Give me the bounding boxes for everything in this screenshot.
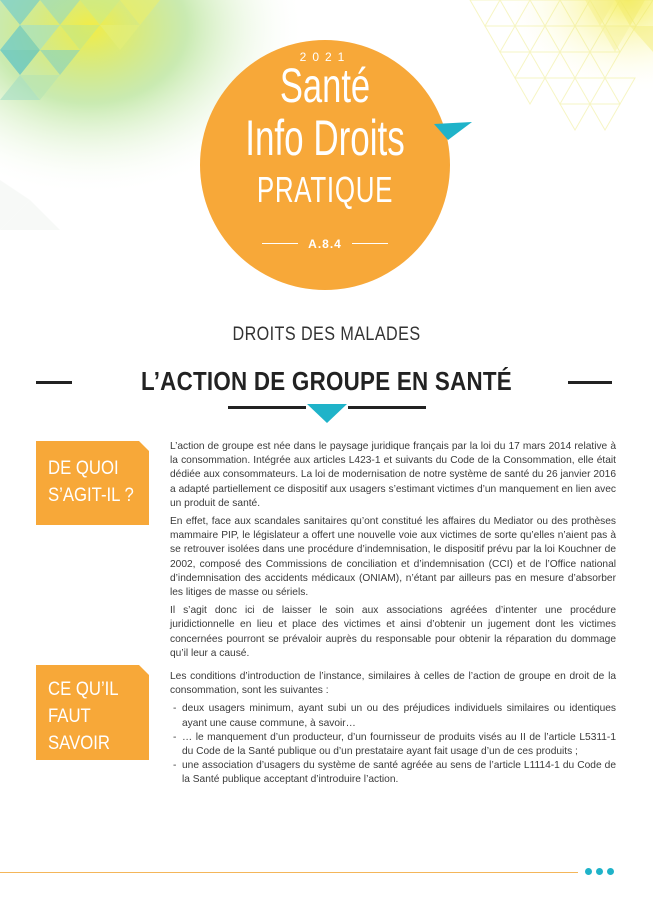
section-label-line: FAUT xyxy=(48,706,91,727)
badge-title-line3: PRATIQUE xyxy=(256,169,394,210)
paragraph: Les conditions d’introduction de l’instance, similaires à celles de l’action de groupe en droit de la consommation, sont les suivantes : xyxy=(170,671,616,697)
title-down-arrow xyxy=(305,402,349,424)
section-label-line: DE QUOI xyxy=(48,458,119,479)
badge-title-line2: Info Droits xyxy=(245,110,405,166)
title-underline-right xyxy=(348,406,426,409)
badge-code: A.8.4 xyxy=(308,237,342,251)
box-corner-notch xyxy=(138,664,150,676)
publication-badge xyxy=(200,40,450,290)
badge-speech-tail xyxy=(426,102,476,152)
title-rule-right xyxy=(568,381,612,384)
footer-dot xyxy=(596,868,603,875)
category-heading: DROITS DES MALADES xyxy=(232,324,421,345)
badge-title-line1: Santé xyxy=(279,60,371,113)
box-corner-notch xyxy=(138,440,150,452)
section-label-box-what-to-know xyxy=(36,665,149,760)
paragraph: En effet, face aux scandales sanitaires qu’ont constitué les affaires du Mediator ou des prothèses mammaire PIP, le législateur a offert une nouvelle voie aux victimes de sorte qu’elles n’aient pas à se retrouver isolées dans une procédure d’indemnisation, le dispositif prévu par la loi Kouchner de 2002, composé des Commissions de conciliation et d’indemnisation (CCI) et de l’Office national d’indemnisation des accidents médicaux (ONIAM), n’étant par ailleurs pas en mesure d’absorber les litiges de masse ou sériels. xyxy=(170,516,616,599)
section-label-box-what-is-it xyxy=(36,441,149,525)
badge-year: 2021 xyxy=(299,50,351,64)
paragraph: L’action de groupe est née dans le paysage juridique français par la loi du 17 mars 2014 relative à la consommation. Intégrée aux articles L423-1 et suivants du Code de la Consommation, elle était dédiée aux consommateurs. La loi de modernisation de notre système de santé du 26 janvier 2016 a adapté partiellement ce dispositif aux usagers s’estimant victimes d’un manquement en lien avec un produit de santé. xyxy=(170,441,616,509)
section-label-line: SAVOIR xyxy=(48,733,110,754)
list-item: - une association d’usagers du système de santé agréée au sens de l’article L1114-1 du Code de la Santé publique acceptant d’introduire l’action. xyxy=(182,759,616,787)
footer-dot xyxy=(585,868,592,875)
paragraph: Il s’agit donc ici de laisser le soin aux associations agréées d’intenter une procédure juridictionnelle en lieu et place des victimes et ainsi d’obtenir un jugement dont les victimes concernées pourront se prévaloir auprès du responsable pour obtenir la réparation du dommage qu’il leur a causé. xyxy=(170,605,616,659)
badge-rule-right xyxy=(352,243,388,244)
page-title: L’ACTION DE GROUPE EN SANTÉ xyxy=(141,366,512,396)
list-item: - deux usagers minimum, ayant subi un ou des préjudices individuels similaires ou identiques ayant une cause commune, à savoir… xyxy=(182,702,616,730)
section-label-line: S’AGIT-IL ? xyxy=(48,485,134,506)
section-body-what-is-it xyxy=(170,440,616,665)
section-label-line: CE QU’IL xyxy=(48,679,119,700)
section-body-what-to-know xyxy=(170,670,616,788)
list-item: - … le manquement d’un producteur, d’un fournisseur de produits visés au II de l’article L5311-1 du Code de la Santé publique ou d’un prestataire ayant fait usage d’un de ces produits ; xyxy=(182,731,616,759)
title-underline-left xyxy=(228,406,306,409)
conditions-list xyxy=(170,702,616,787)
footer-dot xyxy=(607,868,614,875)
footer-rule xyxy=(0,872,578,873)
